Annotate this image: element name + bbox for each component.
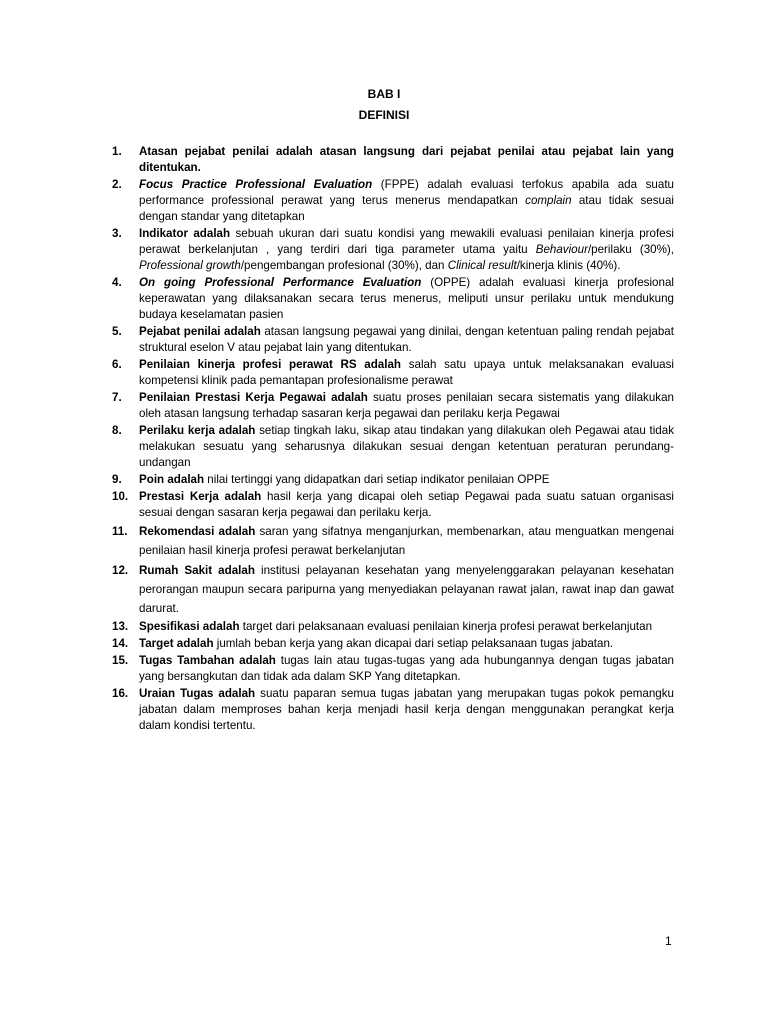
item-number: 11.: [112, 525, 128, 538]
definition-item: [112, 226, 674, 274]
italic-term: complain: [525, 194, 572, 207]
defined-term: Penilaian kinerja profesi perawat RS adalah: [139, 358, 402, 371]
definition-item: [112, 489, 674, 521]
item-number: 1.: [112, 145, 122, 158]
item-number: 16.: [112, 687, 129, 700]
definition-item: [112, 390, 674, 422]
definition-text: target dari pelaksanaan evaluasi penilaian kinerja profesi perawat berkelanjutan: [239, 620, 653, 633]
definition-text: atau tidak sesuai dengan standar yang ditetapkan: [139, 194, 674, 223]
defined-term: Focus Practice Professional Evaluation: [139, 178, 373, 191]
definition-text: institusi pelayanan kesehatan yang menyelenggarakan pelayanan kesehatan perorangan maupun secara paripurna yang menyediakan pelayanan rawat jalan, rawat inap dan gawat darurat.: [139, 564, 674, 615]
definition-text: salah satu upaya untuk melaksanakan evaluasi kompetensi klinik pada pemantapan profesionalisme perawat: [139, 358, 674, 387]
definition-text: saran yang sifatnya menganjurkan, membenarkan, atau menguatkan mengenai penilaian hasil kinerja profesi perawat berkelanjutan: [139, 525, 674, 557]
definition-item: [112, 522, 674, 560]
defined-term: Target adalah: [139, 637, 214, 650]
defined-term: Atasan pejabat penilai adalah atasan langsung dari pejabat penilai atau pejabat lain yang ditentukan.: [139, 145, 674, 174]
definition-text: /perilaku (30%),: [587, 243, 674, 256]
definition-item: [112, 177, 674, 225]
item-number: 14.: [112, 637, 129, 650]
italic-term: Behaviour: [535, 243, 588, 256]
item-number: 9.: [112, 473, 122, 486]
defined-term: Perilaku kerja adalah: [139, 424, 256, 437]
item-number: 15.: [112, 654, 129, 667]
definition-item: [112, 472, 674, 488]
defined-term: Poin adalah: [139, 473, 205, 486]
definition-item: [112, 619, 674, 635]
definition-item: [112, 653, 674, 685]
definition-text: jumlah beban kerja yang akan dicapai dari setiap pelaksanaan tugas jabatan.: [213, 637, 614, 650]
item-number: 12.: [112, 564, 129, 577]
defined-term: Penilaian Prestasi Kerja Pegawai adalah: [139, 391, 368, 404]
item-number: 6.: [112, 358, 122, 371]
definition-text: (OPPE) adalah evaluasi kinerja profesional keperawatan yang dilaksanakan secara terus menerus, meliputi unsur perilaku untuk mendukung budaya keselamatan pasien: [139, 276, 674, 321]
chapter-title: DEFINISI: [358, 108, 410, 122]
item-number: 8.: [112, 424, 122, 437]
definition-text: suatu paparan semua tugas jabatan yang merupakan tugas pokok pemangku jabatan dalam memproses bahan kerja menjadi hasil kerja dengan menggunakan perangkat kerja dalam kondisi tertentu.: [139, 687, 674, 732]
italic-term: Clinical result: [447, 259, 517, 272]
definition-text: sebuah ukuran dari suatu kondisi yang mewakili evaluasi penilaian kinerja profesi perawat berkelanjutan , yang terdiri dari tiga parameter utama yaitu: [139, 227, 675, 256]
definition-text: suatu proses penilaian secara sistematis yang dilakukan oleh atasan langsung terhadap sasaran kerja pegawai dan perilaku kerja Pegawai: [139, 391, 674, 420]
definition-text: tugas lain atau tugas-tugas yang ada hubungannya dengan tugas jabatan yang bersangkutan dan tidak ada dalam SKP Yang ditetapkan.: [139, 654, 674, 683]
definition-item: [112, 561, 674, 618]
page-number: 1: [665, 934, 672, 948]
item-number: 3.: [112, 227, 122, 240]
defined-term: Indikator adalah: [139, 227, 231, 240]
defined-term: Tugas Tambahan adalah: [139, 654, 276, 667]
definition-item: [112, 423, 674, 471]
defined-term: Rumah Sakit adalah: [139, 564, 255, 577]
item-number: 4.: [112, 276, 122, 289]
chapter-label: BAB I: [367, 87, 401, 101]
definition-text: hasil kerja yang dicapai oleh setiap Pegawai pada suatu satuan organisasi sesuai dengan sasaran kerja pegawai dan perilaku kerja.: [139, 490, 674, 519]
definition-item: [112, 357, 674, 389]
definition-item: [112, 275, 674, 323]
italic-term: Professional growth: [139, 259, 241, 272]
definition-text: (FPPE) adalah evaluasi terfokus apabila ada suatu performance professional perawat yang terus menerus mendapatkan: [139, 178, 674, 207]
defined-term: Uraian Tugas adalah: [139, 687, 256, 700]
item-number: 13.: [112, 620, 129, 633]
definition-item: [112, 636, 674, 652]
item-number: 2.: [112, 178, 122, 191]
defined-term: Spesifikasi adalah: [139, 620, 240, 633]
definition-text: setiap tingkah laku, sikap atau tindakan yang dilakukan oleh Pegawai atau tidak melakukan sesuatu yang seharusnya dilakukan sesuai dengan ketentuan peraturan perundang-undangan: [139, 424, 674, 469]
definition-list: [112, 144, 674, 735]
definition-text: atasan langsung pegawai yang dinilai, dengan ketentuan paling rendah pejabat struktural eselon V atau pejabat lain yang ditentukan.: [139, 325, 674, 354]
definition-text: /pengembangan profesional (30%), dan: [240, 259, 448, 272]
defined-term: On going Professional Performance Evaluation: [139, 276, 422, 289]
definition-text: nilai tertinggi yang didapatkan dari setiap indikator penilaian OPPE: [204, 473, 550, 486]
definition-item: [112, 144, 674, 176]
item-number: 5.: [112, 325, 122, 338]
defined-term: Prestasi Kerja adalah: [139, 490, 262, 503]
defined-term: Pejabat penilai adalah: [139, 325, 261, 338]
item-number: 7.: [112, 391, 122, 404]
definition-item: [112, 324, 674, 356]
defined-term: Rekomendasi adalah: [139, 525, 256, 538]
definition-text: /kinerja klinis (40%).: [516, 259, 621, 272]
item-number: 10.: [112, 490, 129, 503]
definition-item: [112, 686, 674, 734]
